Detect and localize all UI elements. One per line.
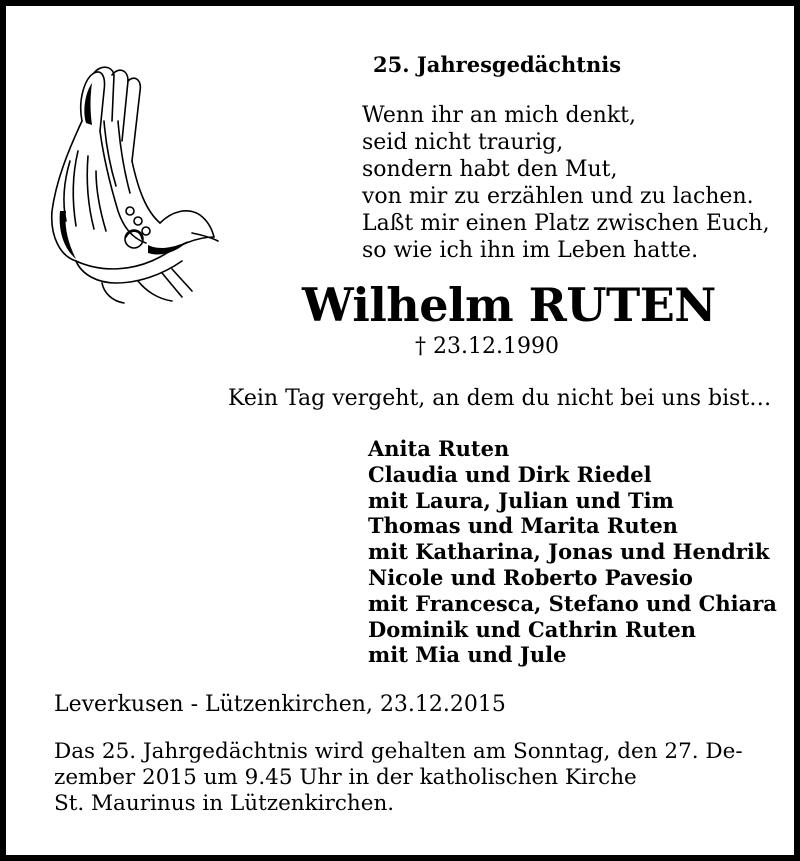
poem-line: von mir zu erzählen und zu lachen.	[362, 184, 754, 209]
poem-line: Laßt mir einen Platz zwischen Euch,	[362, 211, 770, 236]
family-line: mit Mia und Jule	[368, 642, 567, 668]
notice-line: zember 2015 um 9.45 Uhr in der katholischen Kirche	[54, 765, 637, 790]
family-line: Claudia und Dirk Riedel	[368, 461, 652, 487]
family-line: Anita Ruten	[368, 436, 510, 461]
poem-line: Wenn ihr an mich denkt,	[362, 103, 636, 128]
memorial-poem	[362, 102, 770, 264]
notice-line: St. Maurinus in Lützenkirchen.	[54, 791, 395, 816]
family-line: Thomas und Marita Ruten	[368, 513, 678, 539]
remembrance-tagline: Kein Tag vergeht, an dem du nicht bei uns bist…	[228, 386, 772, 411]
family-line: mit Katharina, Jonas und Hendrik	[368, 539, 770, 565]
family-line: Nicole und Roberto Pavesio	[368, 564, 693, 590]
family-line: Dominik und Cathrin Ruten	[368, 616, 697, 642]
praying-hands-icon	[42, 61, 222, 311]
anniversary-heading: 25. Jahresgedächtnis	[373, 52, 622, 77]
death-date: † 23.12.1990	[415, 334, 559, 359]
notice-line: Das 25. Jahrgedächtnis wird gehalten am Sonntag, den 27. De-	[54, 739, 743, 764]
family-signatures	[368, 436, 777, 668]
poem-line: sondern habt den Mut,	[362, 157, 618, 182]
family-line: mit Laura, Julian und Tim	[368, 487, 674, 513]
poem-line: so wie ich ihn im Leben hatte.	[362, 238, 699, 263]
family-line: mit Francesca, Stefano und Chiara	[368, 590, 777, 616]
service-notice	[54, 739, 764, 817]
deceased-name: Wilhelm RUTEN	[302, 278, 716, 332]
place-and-date: Leverkusen - Lützenkirchen, 23.12.2015	[54, 692, 506, 717]
poem-line: seid nicht traurig,	[362, 130, 564, 155]
